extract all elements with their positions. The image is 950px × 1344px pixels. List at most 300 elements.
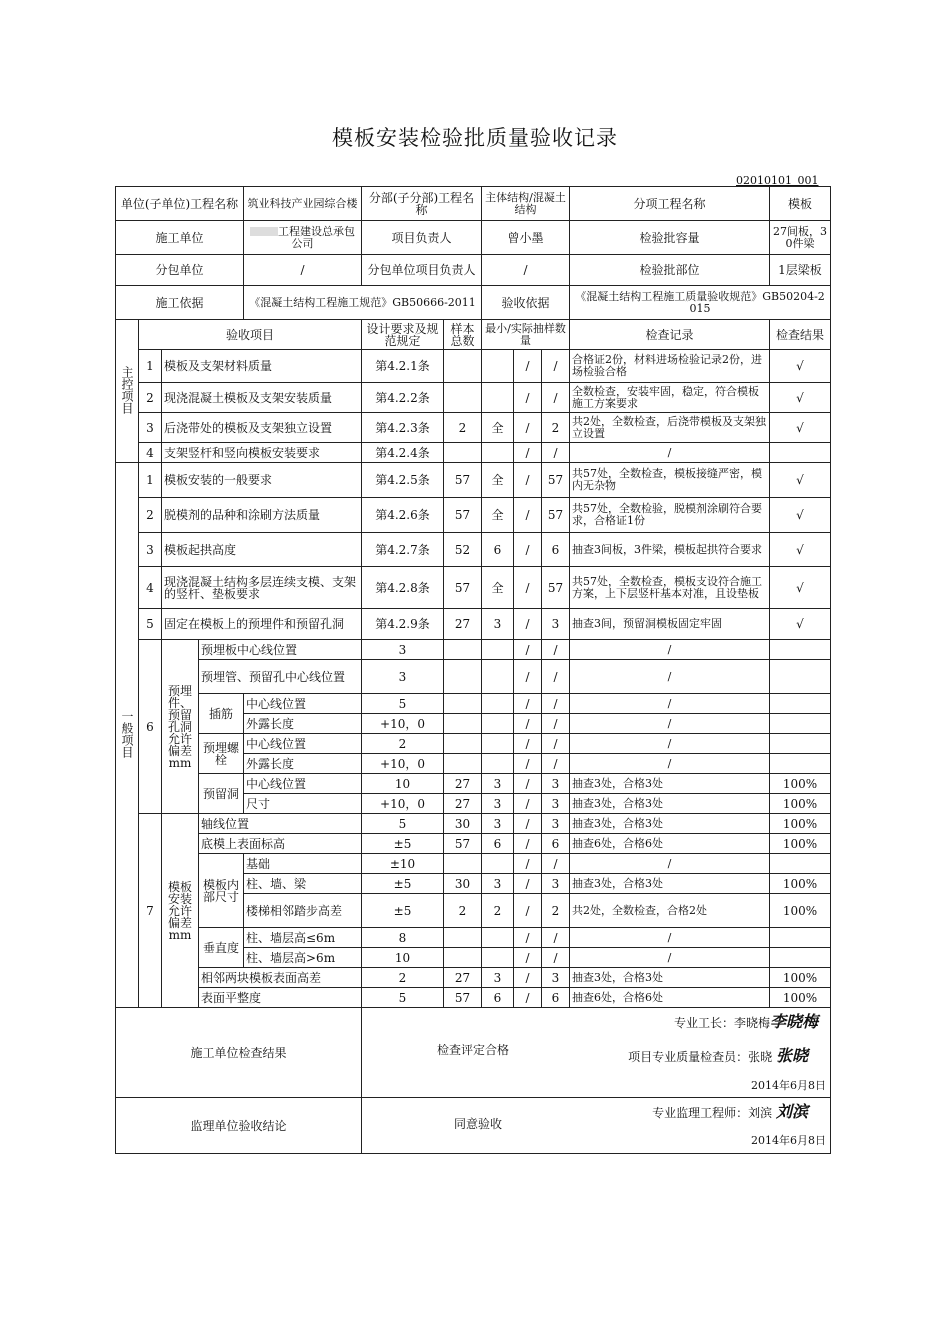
foreman-label: 专业工长： xyxy=(673,1016,734,1030)
sample-divider: / xyxy=(514,928,542,948)
item-number: 6 xyxy=(139,640,162,814)
check-record: / xyxy=(570,714,770,734)
check-result: √ xyxy=(770,609,831,640)
check-result xyxy=(770,928,831,948)
sample-divider: / xyxy=(514,834,542,854)
design-requirement: ±5 xyxy=(362,834,444,854)
item-name: 模板安装的一般要求 xyxy=(162,463,362,498)
item-name: 后浇带处的模板及支架独立设置 xyxy=(162,413,362,443)
table-row xyxy=(116,383,831,413)
design-requirement: 5 xyxy=(362,988,444,1008)
design-requirement: 2 xyxy=(362,968,444,988)
col-sample-header: 样本总数 xyxy=(444,320,482,350)
sample-total xyxy=(444,948,482,968)
sample-divider: / xyxy=(514,754,542,774)
sample-divider: / xyxy=(514,567,542,609)
min-sample: 3 xyxy=(482,814,514,834)
min-sample xyxy=(482,443,514,463)
table-row xyxy=(116,988,831,1008)
acceptance-record-table xyxy=(115,186,831,1154)
foreman-line xyxy=(673,1012,818,1031)
check-record: 抽查6处，合格6处 xyxy=(570,988,770,1008)
construction-check-label: 施工单位检查结果 xyxy=(116,1008,362,1098)
min-sample: 全 xyxy=(482,413,514,443)
sample-divider: / xyxy=(514,609,542,640)
item-name: 支架竖杆和竖向模板安装要求 xyxy=(162,443,362,463)
sample-total xyxy=(444,714,482,734)
sample-total: 30 xyxy=(444,814,482,834)
actual-sample: / xyxy=(542,714,570,734)
min-sample: 3 xyxy=(482,609,514,640)
project-manager-label: 项目负责人 xyxy=(362,221,482,255)
design-requirement: ±5 xyxy=(362,894,444,928)
sample-total: 57 xyxy=(444,567,482,609)
table-row xyxy=(116,660,831,694)
sample-total xyxy=(444,754,482,774)
design-requirement: ±5 xyxy=(362,874,444,894)
actual-sample: / xyxy=(542,754,570,774)
actual-sample: / xyxy=(542,350,570,383)
check-record: 共57处，全数检查，模板接缝严密，模内无杂物 xyxy=(570,463,770,498)
item-number: 4 xyxy=(139,443,162,463)
check-result: √ xyxy=(770,567,831,609)
check-result xyxy=(770,640,831,660)
check-record: 合格证2份，材料进场检验记录2份，进场检验合格 xyxy=(570,350,770,383)
actual-sample: 3 xyxy=(542,794,570,814)
supervisor-name: 刘滨 xyxy=(748,1106,773,1120)
sub-item-label: 分项工程名称 xyxy=(570,187,770,221)
col-item-header: 验收项目 xyxy=(139,320,362,350)
check-result: 100% xyxy=(770,794,831,814)
check-record: / xyxy=(570,948,770,968)
actual-sample: / xyxy=(542,948,570,968)
design-requirement: 第4.2.5条 xyxy=(362,463,444,498)
table-row xyxy=(116,774,831,794)
inspector-label: 项目专业质量检查员： xyxy=(628,1050,749,1064)
actual-sample: 3 xyxy=(542,774,570,794)
design-requirement: 第4.2.8条 xyxy=(362,567,444,609)
sample-divider: / xyxy=(514,874,542,894)
check-record: 共57处，全数检验，脱模剂涂刷符合要求，合格证1份 xyxy=(570,498,770,533)
sample-total: 27 xyxy=(444,774,482,794)
reserved-hole-label: 预留洞 xyxy=(199,774,244,814)
item-name: 固定在模板上的预埋件和预留孔洞 xyxy=(162,609,362,640)
actual-sample: 3 xyxy=(542,609,570,640)
sample-divider: / xyxy=(514,660,542,694)
main-control-text: 主控项目 xyxy=(120,366,134,414)
main-control-label xyxy=(116,320,139,463)
sub-manager-value: / xyxy=(482,255,570,286)
document-code: 02010101_001 xyxy=(736,174,819,187)
sample-divider: / xyxy=(514,948,542,968)
constructor-value xyxy=(244,221,362,255)
check-result: 100% xyxy=(770,894,831,928)
sample-total xyxy=(444,350,482,383)
batch-location-value: 1层梁板 xyxy=(770,255,831,286)
item-number: 1 xyxy=(139,463,162,498)
inspector-name: 张晓 xyxy=(748,1050,773,1064)
design-requirement: 第4.2.6条 xyxy=(362,498,444,533)
sample-total: 2 xyxy=(444,413,482,443)
sample-total: 57 xyxy=(444,988,482,1008)
verticality-label: 垂直度 xyxy=(199,928,244,968)
construction-check-result: 检查评定合格 xyxy=(437,1043,510,1057)
subdivision-value: 主体结构/混凝土结构 xyxy=(482,187,570,221)
table-row xyxy=(116,928,831,948)
actual-sample: / xyxy=(542,694,570,714)
check-record: 抽查3处，合格3处 xyxy=(570,874,770,894)
min-sample xyxy=(482,640,514,660)
item-name: 尺寸 xyxy=(244,794,362,814)
supervisor-label: 专业监理工程师： xyxy=(652,1106,749,1120)
table-row xyxy=(116,463,831,498)
min-sample xyxy=(482,694,514,714)
min-sample xyxy=(482,754,514,774)
check-record: / xyxy=(570,854,770,874)
check-result xyxy=(770,714,831,734)
sample-divider: / xyxy=(514,443,542,463)
check-result xyxy=(770,948,831,968)
sample-total: 2 xyxy=(444,894,482,928)
item-number: 3 xyxy=(139,413,162,443)
actual-sample: / xyxy=(542,660,570,694)
sample-divider: / xyxy=(514,774,542,794)
batch-capacity-value: 27间板，30件梁 xyxy=(770,221,831,255)
supervision-cell xyxy=(362,1098,831,1154)
item-number: 3 xyxy=(139,533,162,567)
check-record: 共57处，全数检查，模板支设符合施工方案，上下层竖杆基本对准，且设垫板 xyxy=(570,567,770,609)
table-row xyxy=(116,498,831,533)
sample-divider: / xyxy=(514,988,542,1008)
table-row xyxy=(116,609,831,640)
sample-total: 57 xyxy=(444,498,482,533)
actual-sample: 3 xyxy=(542,814,570,834)
item-name: 柱、墙层高≤6m xyxy=(244,928,362,948)
table-row xyxy=(116,443,831,463)
construction-basis-label: 施工依据 xyxy=(116,286,244,320)
item-name: 中心线位置 xyxy=(244,694,362,714)
sample-total xyxy=(444,734,482,754)
actual-sample: / xyxy=(542,383,570,413)
sub-item-value: 模板 xyxy=(770,187,831,221)
design-requirement: 第4.2.1条 xyxy=(362,350,444,383)
actual-sample: 2 xyxy=(542,894,570,928)
item-name: 模板及支架材料质量 xyxy=(162,350,362,383)
actual-sample: / xyxy=(542,854,570,874)
min-sample: 6 xyxy=(482,988,514,1008)
check-record: / xyxy=(570,640,770,660)
min-sample xyxy=(482,948,514,968)
min-sample: 3 xyxy=(482,968,514,988)
actual-sample: 6 xyxy=(542,988,570,1008)
item-name: 现浇混凝土模板及支架安装质量 xyxy=(162,383,362,413)
table-row xyxy=(116,533,831,567)
item-name: 外露长度 xyxy=(244,714,362,734)
sample-divider: / xyxy=(514,383,542,413)
item-name: 楼梯相邻踏步高差 xyxy=(244,894,362,928)
construction-date: 2014年6月8日 xyxy=(751,1079,826,1092)
actual-sample: 57 xyxy=(542,567,570,609)
design-requirement: +10，0 xyxy=(362,794,444,814)
sample-total xyxy=(444,443,482,463)
sample-divider: / xyxy=(514,350,542,383)
min-sample xyxy=(482,928,514,948)
sample-total: 52 xyxy=(444,533,482,567)
check-result: √ xyxy=(770,413,831,443)
actual-sample: 57 xyxy=(542,463,570,498)
inspector-line xyxy=(628,1046,808,1065)
item7-label: 模板安装允许偏差mm xyxy=(162,814,199,1008)
design-requirement: 3 xyxy=(362,660,444,694)
sample-divider: / xyxy=(514,734,542,754)
general-items-label xyxy=(116,463,139,1008)
check-result xyxy=(770,854,831,874)
actual-sample: 6 xyxy=(542,834,570,854)
check-record: / xyxy=(570,754,770,774)
check-result xyxy=(770,734,831,754)
batch-capacity-label: 检验批容量 xyxy=(570,221,770,255)
design-requirement: 10 xyxy=(362,774,444,794)
min-sample: 3 xyxy=(482,774,514,794)
check-record: / xyxy=(570,928,770,948)
design-requirement: 第4.2.4条 xyxy=(362,443,444,463)
actual-sample: 3 xyxy=(542,968,570,988)
item-name: 现浇混凝土结构多层连续支模、支架的竖杆、垫板要求 xyxy=(162,567,362,609)
table-row xyxy=(116,350,831,383)
sample-divider: / xyxy=(514,894,542,928)
check-result xyxy=(770,660,831,694)
batch-location-label: 检验批部位 xyxy=(570,255,770,286)
min-sample: 3 xyxy=(482,874,514,894)
min-sample xyxy=(482,714,514,734)
item-number: 1 xyxy=(139,350,162,383)
project-manager-value: 曾小墨 xyxy=(482,221,570,255)
check-result: √ xyxy=(770,533,831,567)
construction-basis-value: 《混凝土结构工程施工规范》GB50666-2011 xyxy=(244,286,482,320)
supervisor-signature: 刘滨 xyxy=(775,1102,808,1121)
design-requirement: ±10 xyxy=(362,854,444,874)
check-record: 共2处，全数检查，合格2处 xyxy=(570,894,770,928)
check-record: 全数检查，安装牢固，稳定，符合模板施工方案要求 xyxy=(570,383,770,413)
subcontractor-label: 分包单位 xyxy=(116,255,244,286)
check-record: 抽查3处，合格3处 xyxy=(570,774,770,794)
constructor-label: 施工单位 xyxy=(116,221,244,255)
unit-name-label: 单位(子单位)工程名称 xyxy=(116,187,244,221)
redaction-mark xyxy=(250,227,278,236)
sample-divider: / xyxy=(514,533,542,567)
check-record: 抽查6处，合格6处 xyxy=(570,834,770,854)
sample-total xyxy=(444,694,482,714)
item-number: 7 xyxy=(139,814,162,1008)
item-name: 基础 xyxy=(244,854,362,874)
sample-total xyxy=(444,928,482,948)
actual-sample: 3 xyxy=(542,874,570,894)
sample-divider: / xyxy=(514,694,542,714)
supervision-result: 同意验收 xyxy=(454,1117,503,1131)
sample-divider: / xyxy=(514,413,542,443)
check-result: 100% xyxy=(770,988,831,1008)
item-name: 外露长度 xyxy=(244,754,362,774)
check-result: 100% xyxy=(770,874,831,894)
sample-divider: / xyxy=(514,714,542,734)
sample-total: 27 xyxy=(444,609,482,640)
item-name: 底模上表面标高 xyxy=(199,834,362,854)
sample-total: 27 xyxy=(444,794,482,814)
item-name: 脱模剂的品种和涂刷方法质量 xyxy=(162,498,362,533)
min-sample: 6 xyxy=(482,533,514,567)
table-row xyxy=(116,694,831,714)
col-design-header: 设计要求及规范规定 xyxy=(362,320,444,350)
check-record: 共2处，全数检查，后浇带模板及支架独立设置 xyxy=(570,413,770,443)
check-record: / xyxy=(570,660,770,694)
subdivision-label: 分部(子分部)工程名称 xyxy=(362,187,482,221)
item-name: 柱、墙层高>6m xyxy=(244,948,362,968)
min-sample xyxy=(482,660,514,694)
min-sample: 全 xyxy=(482,498,514,533)
table-row xyxy=(116,413,831,443)
subcontractor-value: / xyxy=(244,255,362,286)
actual-sample: / xyxy=(542,443,570,463)
sample-divider: / xyxy=(514,814,542,834)
item-name: 柱、墙、梁 xyxy=(244,874,362,894)
actual-sample: 2 xyxy=(542,413,570,443)
general-items-text: 一般项目 xyxy=(120,710,134,758)
actual-sample: 6 xyxy=(542,533,570,567)
table-row xyxy=(116,567,831,609)
design-requirement: 8 xyxy=(362,928,444,948)
item-name: 预埋板中心线位置 xyxy=(199,640,362,660)
design-requirement: 5 xyxy=(362,814,444,834)
acceptance-basis-label: 验收依据 xyxy=(482,286,570,320)
design-requirement: 第4.2.3条 xyxy=(362,413,444,443)
check-result: √ xyxy=(770,350,831,383)
table-row xyxy=(116,640,831,660)
page-title: 模板安装检验批质量验收记录 xyxy=(332,126,618,150)
design-requirement: 第4.2.9条 xyxy=(362,609,444,640)
min-sample xyxy=(482,734,514,754)
table-row xyxy=(116,734,831,754)
check-record: 抽查3处，合格3处 xyxy=(570,968,770,988)
check-record: / xyxy=(570,694,770,714)
foreman-name: 李晓梅 xyxy=(733,1016,770,1030)
sub-manager-label: 分包单位项目负责人 xyxy=(362,255,482,286)
table-row xyxy=(116,1098,831,1154)
sample-divider: / xyxy=(514,498,542,533)
item-name: 模板起拱高度 xyxy=(162,533,362,567)
acceptance-basis-value: 《混凝土结构工程施工质量验收规范》GB50204-2015 xyxy=(570,286,831,320)
check-result: √ xyxy=(770,383,831,413)
construction-check-cell xyxy=(362,1008,831,1098)
unit-name-value: 筑业科技产业园综合楼 xyxy=(244,187,362,221)
min-sample: 3 xyxy=(482,794,514,814)
actual-sample: 57 xyxy=(542,498,570,533)
min-sample: 6 xyxy=(482,834,514,854)
check-result xyxy=(770,754,831,774)
item-number: 4 xyxy=(139,567,162,609)
table-row xyxy=(116,1008,831,1098)
sample-total: 30 xyxy=(444,874,482,894)
actual-sample: / xyxy=(542,734,570,754)
min-sample: 全 xyxy=(482,463,514,498)
check-result: √ xyxy=(770,498,831,533)
sample-divider: / xyxy=(514,794,542,814)
sample-total: 57 xyxy=(444,834,482,854)
min-sample xyxy=(482,383,514,413)
item-name: 中心线位置 xyxy=(244,774,362,794)
embedded-bolt-label: 预埋螺栓 xyxy=(199,734,244,774)
item-number: 2 xyxy=(139,383,162,413)
sample-total xyxy=(444,640,482,660)
sample-divider: / xyxy=(514,463,542,498)
actual-sample: / xyxy=(542,640,570,660)
sample-divider: / xyxy=(514,854,542,874)
sample-divider: / xyxy=(514,968,542,988)
supervision-date: 2014年6月8日 xyxy=(751,1134,826,1147)
sample-total xyxy=(444,383,482,413)
check-record: 抽查3处，合格3处 xyxy=(570,814,770,834)
col-result-header: 检查结果 xyxy=(770,320,831,350)
inspector-signature: 张晓 xyxy=(775,1046,808,1065)
check-record: / xyxy=(570,734,770,754)
col-min-actual-header: 最小/实际抽样数量 xyxy=(482,320,570,350)
min-sample: 全 xyxy=(482,567,514,609)
sample-total xyxy=(444,660,482,694)
min-sample xyxy=(482,854,514,874)
sample-divider: / xyxy=(514,640,542,660)
sample-total: 57 xyxy=(444,463,482,498)
table-row xyxy=(116,968,831,988)
col-record-header: 检查记录 xyxy=(570,320,770,350)
check-result: 100% xyxy=(770,968,831,988)
sample-total xyxy=(444,854,482,874)
design-requirement: 第4.2.7条 xyxy=(362,533,444,567)
insert-bar-label: 插筋 xyxy=(199,694,244,734)
design-requirement: 3 xyxy=(362,640,444,660)
sample-total: 27 xyxy=(444,968,482,988)
min-sample xyxy=(482,350,514,383)
design-requirement: 2 xyxy=(362,734,444,754)
design-requirement: +10，0 xyxy=(362,754,444,774)
item-name: 表面平整度 xyxy=(199,988,362,1008)
item-name: 预埋管、预留孔中心线位置 xyxy=(199,660,362,694)
item-number: 5 xyxy=(139,609,162,640)
check-result: 100% xyxy=(770,774,831,794)
check-result: √ xyxy=(770,463,831,498)
min-sample: 2 xyxy=(482,894,514,928)
check-result: 100% xyxy=(770,814,831,834)
constructor-text: 工程建设总承包公司 xyxy=(278,224,355,250)
item-name: 相邻两块模板表面高差 xyxy=(199,968,362,988)
table-row xyxy=(116,854,831,874)
table-row xyxy=(116,814,831,834)
supervisor-line xyxy=(652,1102,808,1121)
item-number: 2 xyxy=(139,498,162,533)
check-record: 抽查3间板，3件梁，模板起拱符合要求 xyxy=(570,533,770,567)
item6-label: 预埋件、预留孔洞允许偏差mm xyxy=(162,640,199,814)
check-record: 抽查3处，合格3处 xyxy=(570,794,770,814)
item-name: 轴线位置 xyxy=(199,814,362,834)
table-row xyxy=(116,834,831,854)
design-requirement: 第4.2.2条 xyxy=(362,383,444,413)
check-record: 抽查3间，预留洞模板固定牢固 xyxy=(570,609,770,640)
inner-size-label: 模板内部尺寸 xyxy=(199,854,244,928)
actual-sample: / xyxy=(542,928,570,948)
design-requirement: 10 xyxy=(362,948,444,968)
foreman-signature: 李晓梅 xyxy=(769,1012,818,1031)
check-result: 100% xyxy=(770,834,831,854)
design-requirement: 5 xyxy=(362,694,444,714)
check-result xyxy=(770,443,831,463)
